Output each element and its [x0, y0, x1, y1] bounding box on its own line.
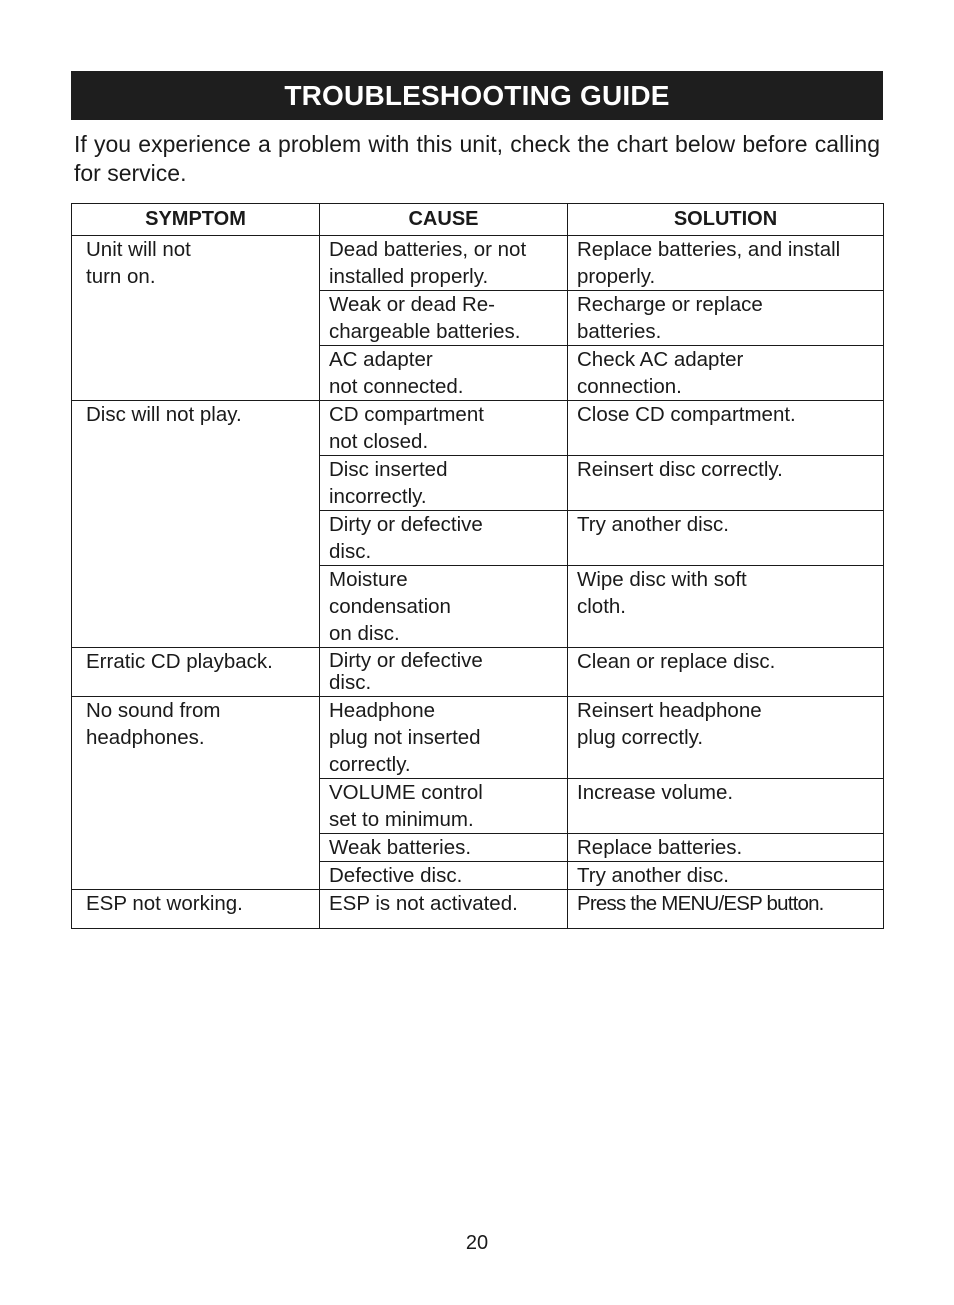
- solution-cell: Replace batteries.: [568, 834, 884, 862]
- solution-cell: Replace batteries, and install properly.: [568, 236, 884, 291]
- cause-cell: CD compartment not closed.: [320, 401, 568, 456]
- cause-cell: VOLUME control set to minimum.: [320, 779, 568, 834]
- solution-cell: Close CD compartment.: [568, 401, 884, 456]
- solution-cell: Try another disc.: [568, 862, 884, 890]
- solution-cell: Reinsert headphone plug correctly.: [568, 697, 884, 779]
- symptom-cell: ESP not working.: [72, 890, 320, 929]
- title-bar: [71, 71, 883, 120]
- solution-cell: Check AC adapter connection.: [568, 346, 884, 401]
- header-cause: CAUSE: [320, 204, 568, 236]
- intro-text: If you experience a problem with this unit, check the chart below before calling for service.: [74, 131, 880, 186]
- page-number: 20: [465, 1232, 489, 1254]
- table-header-row: [72, 204, 884, 236]
- table-row: [72, 401, 884, 456]
- cause-cell: Weak or dead Re- chargeable batteries.: [320, 291, 568, 346]
- solution-cell: Increase volume.: [568, 779, 884, 834]
- cause-cell: ESP is not activated.: [320, 890, 568, 929]
- cause-cell: Dead batteries, or not installed properly.: [320, 236, 568, 291]
- page-title: TROUBLESHOOTING GUIDE: [284, 79, 670, 111]
- solution-cell: Clean or replace disc.: [568, 648, 884, 697]
- cause-cell: Headphone plug not inserted correctly.: [320, 697, 568, 779]
- table-row: [72, 648, 884, 697]
- solution-cell: Reinsert disc correctly.: [568, 456, 884, 511]
- solution-cell: Wipe disc with soft cloth.: [568, 566, 884, 648]
- symptom-cell: Erratic CD playback.: [72, 648, 320, 697]
- table-row: [72, 697, 884, 779]
- cause-cell: AC adapter not connected.: [320, 346, 568, 401]
- cause-cell: Weak batteries.: [320, 834, 568, 862]
- symptom-cell: Unit will not turn on.: [72, 236, 320, 401]
- cause-cell: Defective disc.: [320, 862, 568, 890]
- cause-cell: Disc inserted incorrectly.: [320, 456, 568, 511]
- solution-cell: Press the MENU/ESP button.: [568, 890, 884, 929]
- table-row: [72, 890, 884, 929]
- cause-cell: Dirty or defective disc.: [320, 511, 568, 566]
- symptom-cell: Disc will not play.: [72, 401, 320, 648]
- solution-cell: Try another disc.: [568, 511, 884, 566]
- solution-cell: Recharge or replace batteries.: [568, 291, 884, 346]
- troubleshooting-table: [71, 203, 884, 929]
- header-solution: SOLUTION: [568, 204, 884, 236]
- cause-cell: Moisture condensation on disc.: [320, 566, 568, 648]
- header-symptom: SYMPTOM: [72, 204, 320, 236]
- symptom-cell: No sound from headphones.: [72, 697, 320, 890]
- table-row: [72, 236, 884, 291]
- cause-cell: Dirty or defective disc.: [320, 648, 568, 697]
